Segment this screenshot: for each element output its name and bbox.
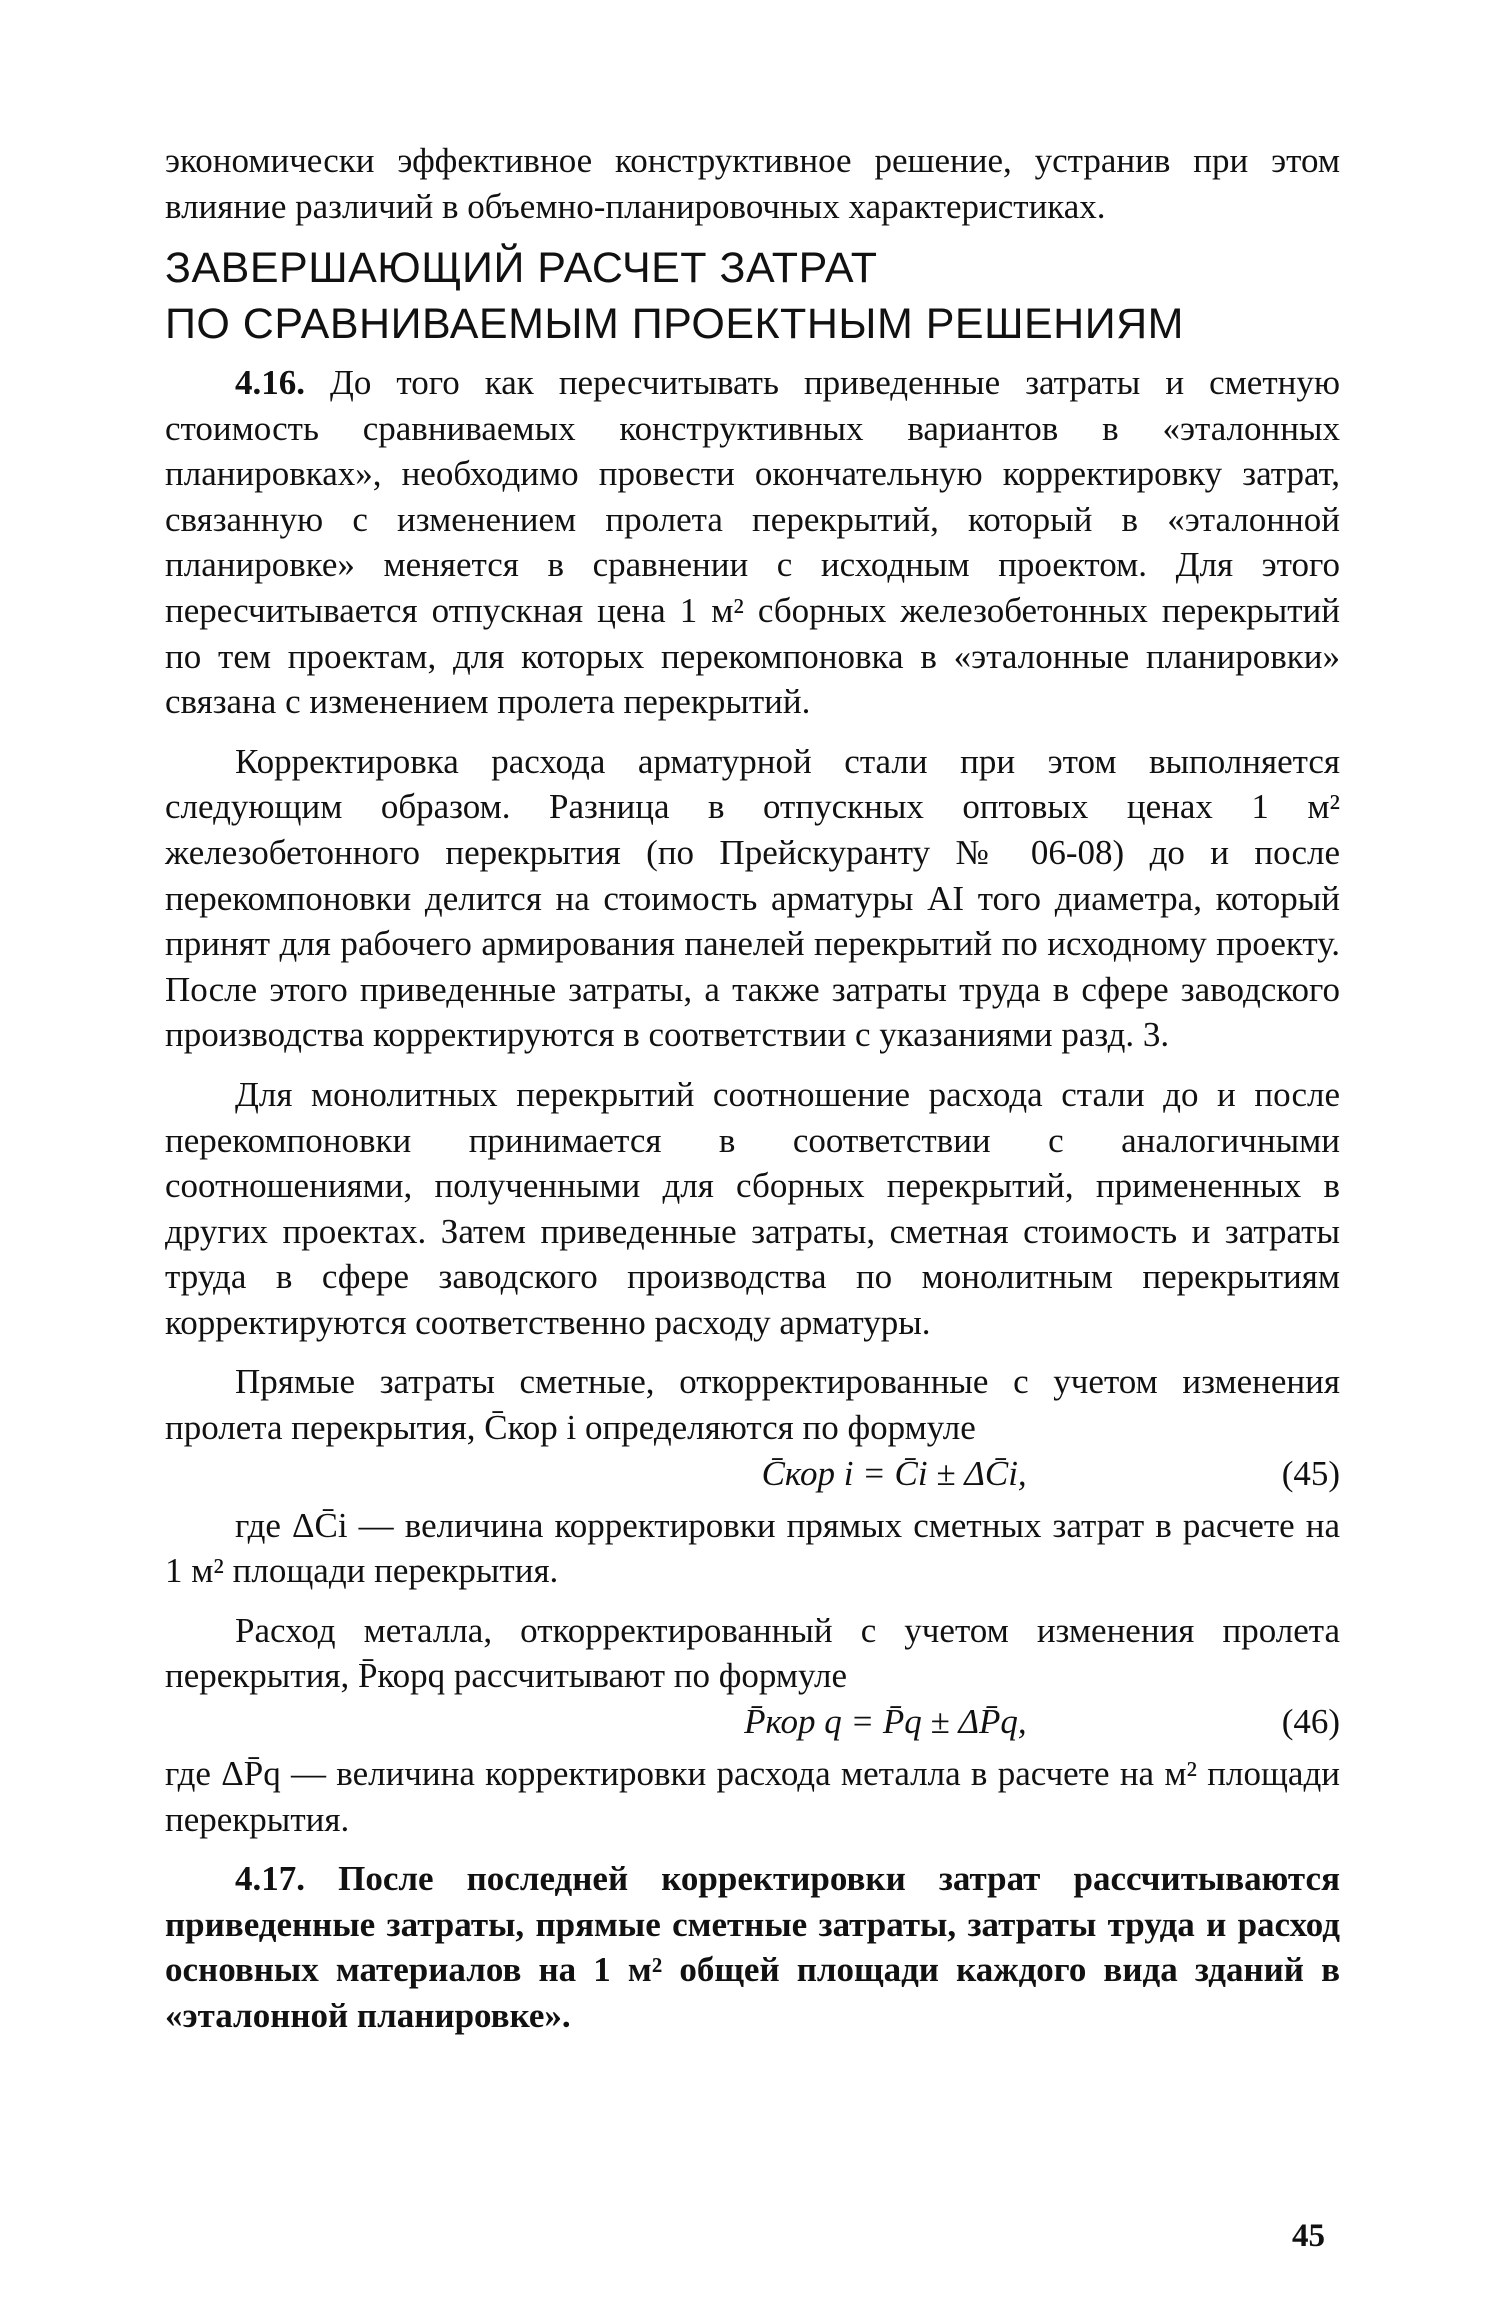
formula-46-number: (46): [1281, 1702, 1340, 1742]
section-4-16-text: До того как пересчитывать приведенные затраты и сметную стоимость сравниваемых конструктивных вариантов в «эталонных планировках», необходимо провести окончательную корректировку затрат, связанную с изменением пролета перекрытий, который в «эталонной планировке» меняется в сравнении с исходным проектом. Для этого пересчитывается отпускная цена 1 м² сборных железобетонных перекрытий по тем проектам, для которых перекомпоновка в «эталонные планировки» связана с изменением пролета перекрытий.: [165, 363, 1340, 722]
section-4-17-text: После последней корректировки затрат рассчитываются приведенные затраты, прямые сметные затраты, затраты труда и расход основных материалов на 1 м² общей площади каждого вида зданий в «эталонной планировке».: [165, 1859, 1341, 2035]
formula-45-expression: C̄кор i = C̄i ± ΔC̄i,: [761, 1453, 1027, 1493]
intro-text: экономически эффективное конструктивное решение, устранив при этом влияние различий в объемно-планировочных характеристиках.: [165, 141, 1340, 226]
paragraph-4-16: [165, 360, 1340, 725]
formula-46: [165, 1699, 1340, 1751]
body-text: [165, 360, 1340, 2039]
paragraph-4-17: [165, 1856, 1340, 2038]
where-46: где ΔP̄q — величина корректировки расхода металла в расчете на м² площади перекрытия.: [165, 1754, 1340, 1839]
paragraph-direct-costs: Прямые затраты сметные, откорректированные с учетом изменения пролета перекрытия, C̄кор i определяются по формуле: [165, 1362, 1340, 1448]
paragraph-metal: Расход металла, откорректированный с учетом изменения пролета перекрытия, P̄корq рассчитывают по формуле: [165, 1610, 1340, 1696]
section-heading: [165, 240, 1340, 352]
page-number: 45: [1292, 2218, 1325, 2254]
heading-line-1: ЗАВЕРШАЮЩИЙ РАСЧЕТ ЗАТРАТ: [165, 244, 878, 292]
heading-line-2: ПО СРАВНИВАЕМЫМ ПРОЕКТНЫМ РЕШЕНИЯМ: [165, 300, 1184, 348]
section-number-4-16: 4.16.: [235, 363, 305, 402]
formula-45-number: (45): [1281, 1453, 1340, 1493]
paragraph-monolithic: Для монолитных перекрытий соотношение расхода стали до и после перекомпоновки принимается в соответствии с аналогичными соотношениями, полученными для сборных перекрытий, примененных в других проектах. Затем приведенные затраты, сметная стоимость и затраты труда в сфере заводского производства по монолитным перекрытиям корректируются соответственно расходу арматуры.: [165, 1074, 1340, 1342]
where-45: где ΔC̄i — величина корректировки прямых сметных затрат в расчете на 1 м² площади перекрытия.: [165, 1505, 1340, 1591]
formula-46-expression: P̄кор q = P̄q ± ΔP̄q,: [744, 1702, 1027, 1742]
formula-45: [165, 1451, 1340, 1503]
section-number-4-17: 4.17.: [235, 1859, 305, 1899]
intro-paragraph: [165, 138, 1340, 229]
paragraph-correction: Корректировка расхода арматурной стали при этом выполняется следующим образом. Разница в отпускных оптовых ценах 1 м² железобетонного перекрытия (по Прейскуранту № 06-08) до и после перекомпоновки делится на стоимость арматуры AI того диаметра, который принят для рабочего армирования панелей перекрытий по исходному проекту. После этого приведенные затраты, а также затраты труда в сфере заводского производства корректируются в соответствии с указаниями разд. 3.: [165, 741, 1340, 1055]
